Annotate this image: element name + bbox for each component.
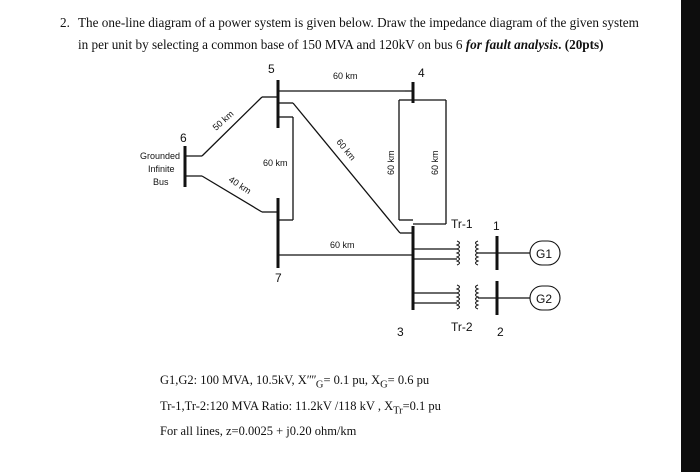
g1-label: G1 [536,247,553,261]
bus-3-label: 3 [397,325,404,339]
given-data [160,370,441,441]
bus-6-label: 6 [180,131,187,145]
line-data: For all lines, z=0.0025 + j0.20 ohm/km [160,424,357,438]
bus-2-label: 2 [497,325,504,339]
g2-label: G2 [536,292,553,306]
bus-7-label: 7 [275,271,282,285]
transformer-data [160,396,441,422]
line-5-7-length: 60 km [263,158,288,168]
line-6-7-length: 40 km [226,174,253,197]
tr1-primary-coil [457,241,460,265]
bus-1-label: 1 [493,219,500,233]
question-marks: . (20pts) [558,37,604,52]
gen-mid: = 0.1 pu, X [323,373,381,387]
bus-5-label: 5 [268,62,275,76]
tr1-secondary-coil [476,241,479,265]
line-5-3-length: 60 km [334,136,358,163]
question-line-1: The one-line diagram of a power system is given below. Draw the impedance diagram of the given system [78,15,639,30]
tr2-primary-coil [457,285,460,309]
bus-4-label: 4 [418,66,425,80]
line-5-3 [293,103,400,233]
question-line-2-text: in per unit by selecting a common base of 150 MVA and 120kV on bus 6 [78,37,466,52]
tr1-label: Tr-1 [451,217,473,231]
line-7-3-length: 60 km [330,240,355,250]
tr2-secondary-coil [476,285,479,309]
question-emphasis: for fault analysis [465,37,559,52]
source-label-line-1: Grounded [140,151,181,161]
diagram-lines [185,80,560,315]
line-5-4-length: 60 km [333,71,358,81]
gen-sub-1: G [315,379,324,391]
line-4-3-right-length: 60 km [430,150,440,175]
source-label-line-3: Bus [153,177,169,187]
tr-text: Tr-1,Tr-2:120 MVA Ratio: 11.2kV /118 kV , X [160,398,394,413]
generator-data [160,370,441,396]
tr-end: =0.1 pu [402,398,441,413]
tr2-label: Tr-2 [451,320,473,334]
source-label-line-2: Infinite [148,164,175,174]
gen-text: G1,G2: 100 MVA, 10.5kV, Xʺʺ [160,373,316,387]
gen-end: = 0.6 pu [387,373,430,387]
line-4-3-left-length: 60 km [386,150,396,175]
line-6-5-length: 50 km [210,108,236,133]
tr-sub: Tr [393,405,403,416]
gen-sub-2: G [380,379,388,391]
question-number: 2. [60,15,70,30]
